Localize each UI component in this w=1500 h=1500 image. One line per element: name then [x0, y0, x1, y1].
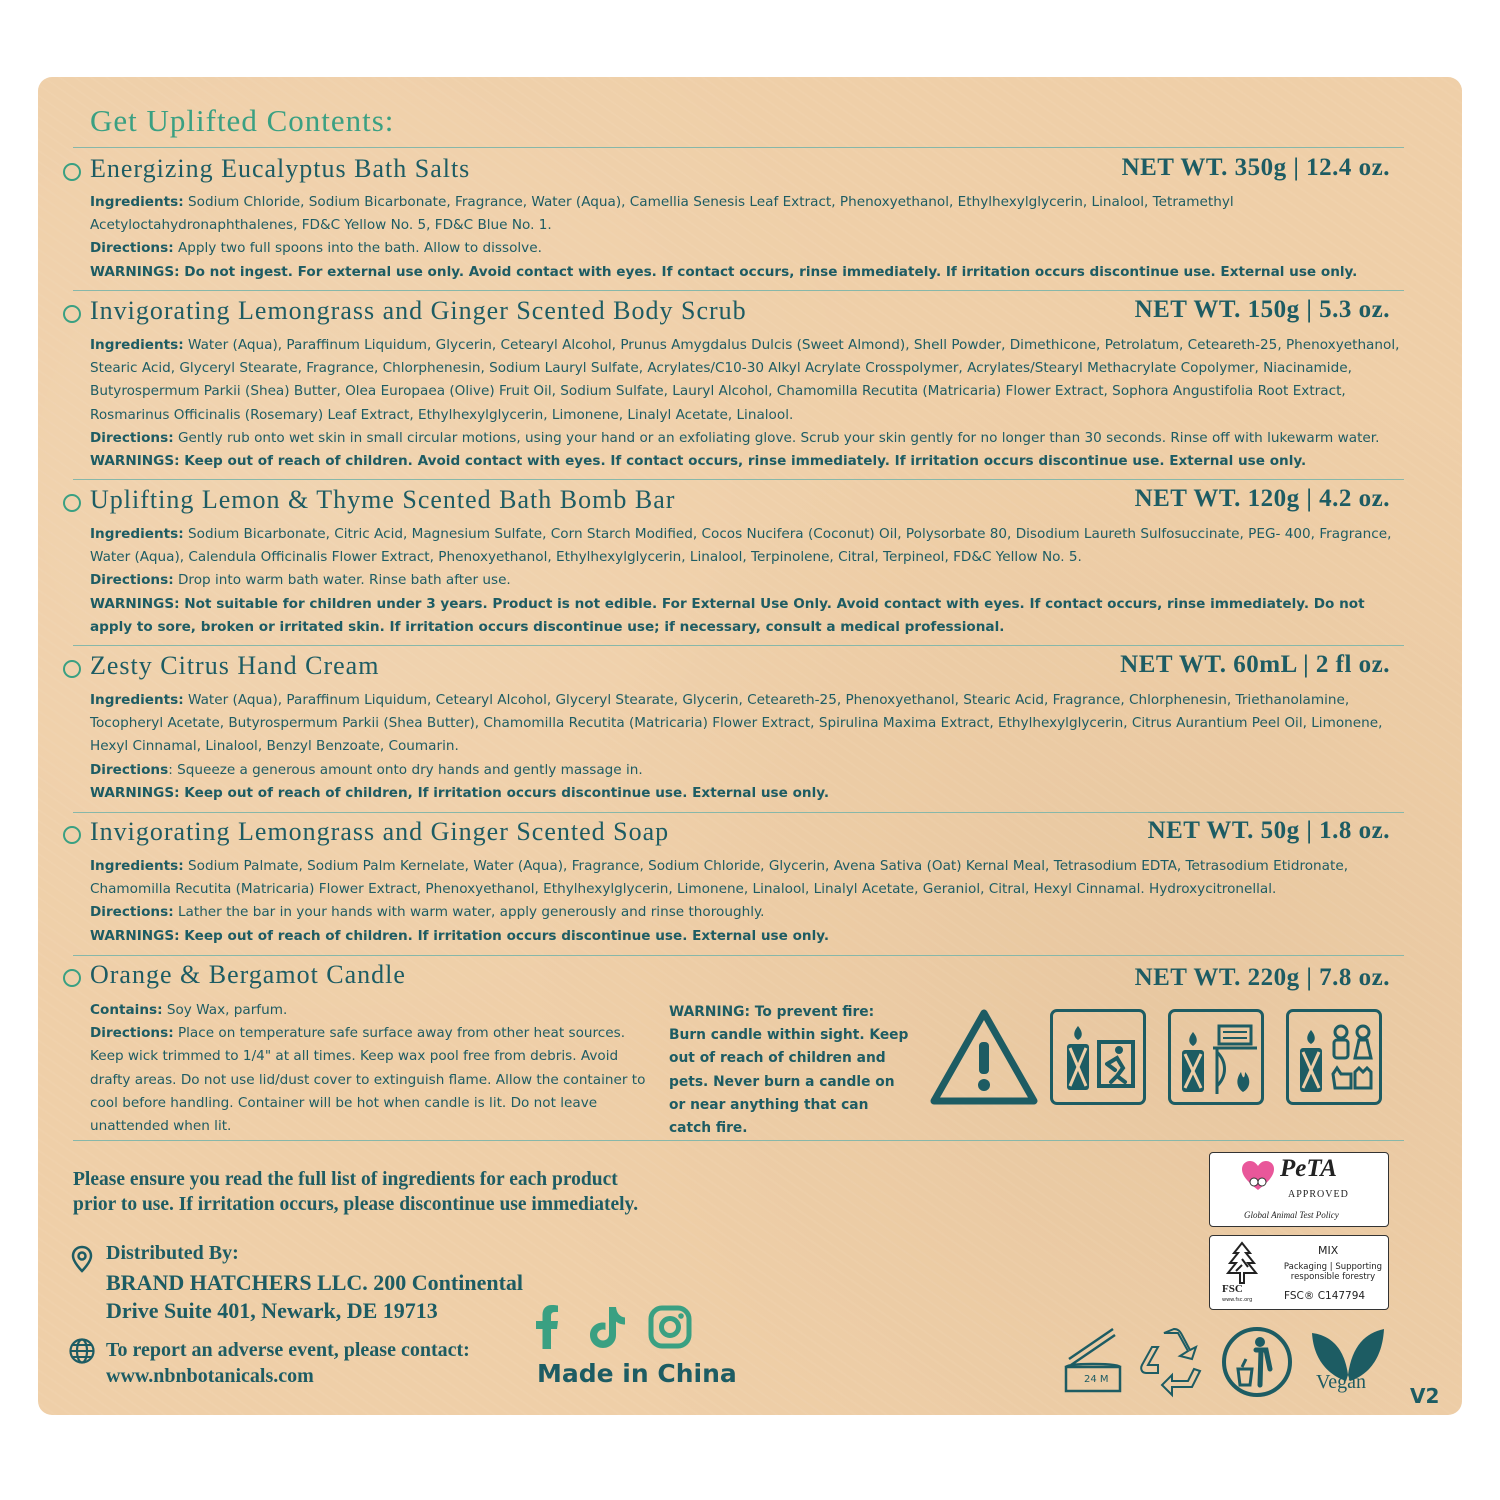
directions-label: Directions: — [90, 1025, 174, 1042]
ingredients-text: Sodium Palmate, Sodium Palm Kernelate, Water (Aqua), Fragrance, Sodium Chloride, Glycerin, Avena Sativa (Oat) Kernal Meal, Tetrasodium EDTA, Tetrasodium Etidronate, Chamomilla Recutita (Matricaria) Flower Extract, Phenoxyethanol, Ethylhexylglycerin, Limonene, Linalool, Linalyl Acetate, Geraniol, Citral, Hexyl Cinnamal. Hydroxycitronellal. — [90, 858, 1349, 898]
warning-text: To prevent fire: Burn candle within sight. Keep out of reach of children and pets. Never burn a candle on or near anything that can catch fire. — [669, 1004, 909, 1137]
product-details — [90, 191, 1410, 284]
product-net-weight: NET WT. 150g | 5.3 oz. — [1134, 296, 1390, 323]
directions-label: Directions — [90, 761, 169, 778]
candle-children-pets-icon — [1286, 1009, 1382, 1105]
product-details — [90, 523, 1410, 639]
bullet-circle-icon — [63, 494, 81, 512]
ingredients-label: Ingredients: — [90, 858, 184, 874]
peta-name: PeTA — [1280, 1155, 1337, 1182]
product-net-weight: NET WT. 50g | 1.8 oz. — [1147, 817, 1390, 844]
fsc-tree-icon — [1222, 1241, 1262, 1285]
product-title: Uplifting Lemon & Thyme Scented Bath Bomb Bar — [90, 485, 676, 514]
note-line-1: Please ensure you read the full list of ingredients for each product — [73, 1169, 618, 1190]
note-line-2: prior to use. If irritation occurs, please discontinue use immediately. — [73, 1194, 639, 1215]
peta-heart-icon — [1240, 1160, 1276, 1192]
divider — [73, 645, 1404, 646]
contents-title: Get Uplifted Contents: — [90, 103, 395, 138]
distributor-line-1: BRAND HATCHERS LLC. 200 Continental — [106, 1270, 524, 1295]
fsc-badge — [1209, 1235, 1389, 1310]
contains-label: Contains: — [90, 1002, 163, 1018]
warnings-text: WARNINGS: Not suitable for children under 3 years. Product is not edible. For External Use Only. Avoid contact with eyes. If contact occurs, rinse immediately. Do not apply to sore, broken or irritated skin. If irritation occurs discontinue use; if necessary, consult a medical professional. — [90, 595, 1365, 635]
warning-triangle-icon — [928, 1007, 1040, 1109]
product-title: Invigorating Lemongrass and Ginger Scented Soap — [90, 817, 670, 846]
fsc-description — [1280, 1262, 1386, 1282]
fsc-text-1: Packaging | Supporting — [1283, 1262, 1383, 1272]
ingredients-label: Ingredients: — [90, 526, 184, 542]
tiktok-icon[interactable] — [587, 1305, 627, 1349]
peta-approved: APPROVED — [1288, 1189, 1349, 1200]
divider — [73, 290, 1404, 291]
product-net-weight: NET WT. 220g | 7.8 oz. — [1134, 964, 1390, 991]
warning-label: WARNING: — [669, 1004, 750, 1020]
report-url-link[interactable]: www.nbnbotanicals.com — [106, 1365, 314, 1387]
ingredients-note — [73, 1167, 638, 1217]
facebook-icon[interactable] — [534, 1305, 560, 1349]
product-details — [90, 334, 1410, 473]
contains-text: Soy Wax, parfum. — [162, 1002, 288, 1018]
product-net-weight: NET WT. 120g | 4.2 oz. — [1134, 485, 1390, 512]
candle-exit-icon — [1050, 1009, 1146, 1105]
ingredients-label: Ingredients: — [90, 692, 184, 708]
bullet-circle-icon — [63, 305, 81, 323]
peta-badge — [1209, 1152, 1389, 1227]
divider — [73, 955, 1404, 956]
bullet-circle-icon — [63, 163, 81, 181]
product-details — [90, 689, 1410, 805]
candle-details — [90, 999, 650, 1138]
pao-label: 24 M — [1084, 1374, 1109, 1385]
directions-label: Directions: — [90, 904, 174, 921]
vegan-label: Vegan — [1316, 1371, 1366, 1393]
candle-fire-hazard-icon — [1168, 1009, 1264, 1105]
directions-text: Drop into warm bath water. Rinse bath after use. — [173, 572, 511, 589]
version-label: V2 — [1410, 1384, 1440, 1408]
distributor-line-2: Drive Suite 401, Newark, DE 19713 — [106, 1298, 438, 1323]
fsc-logo-text: FSC — [1222, 1283, 1243, 1295]
directions-text: Gently rub onto wet skin in small circular motions, using your hand or an exfoliating glove. Scrub your skin gently for no longer than 30 seconds. Rinse off with lukewarm water. — [173, 429, 1380, 446]
directions-text: Apply two full spoons into the bath. Allow to dissolve. — [173, 240, 542, 257]
ingredients-label: Ingredients: — [90, 194, 184, 210]
recycle-icon — [1134, 1325, 1212, 1399]
product-net-weight: NET WT. 350g | 12.4 oz. — [1121, 154, 1390, 181]
warnings-text: WARNINGS: Keep out of reach of children, If irritation occurs discontinue use. External use only. — [90, 784, 830, 801]
fsc-code: FSC® C147794 — [1284, 1290, 1366, 1302]
warnings-text: WARNINGS: Keep out of reach of children. Avoid contact with eyes. If contact occurs, rinse immediately. If irritation occurs discontinue use. External use only. — [90, 453, 1307, 470]
directions-label: Directions: — [90, 429, 174, 446]
distributed-by-label: Distributed By: — [106, 1242, 239, 1264]
instagram-icon[interactable] — [648, 1305, 692, 1349]
product-title: Invigorating Lemongrass and Ginger Scented Body Scrub — [90, 296, 747, 325]
product-title: Zesty Citrus Hand Cream — [90, 651, 380, 680]
candle-warning — [669, 1001, 909, 1140]
peta-policy: Global Animal Test Policy — [1244, 1210, 1339, 1220]
label-panel — [38, 77, 1462, 1415]
bullet-circle-icon — [63, 969, 81, 987]
product-net-weight: NET WT. 60mL | 2 fl oz. — [1120, 651, 1390, 678]
fsc-mix: MIX — [1318, 1244, 1339, 1257]
divider — [73, 812, 1404, 813]
product-details — [90, 855, 1410, 948]
fsc-text-2: responsible forestry — [1290, 1272, 1376, 1282]
ingredients-text: Water (Aqua), Paraffinum Liquidum, Cetearyl Alcohol, Glyceryl Stearate, Glycerin, Ceteareth-25, Phenoxyethanol, Stearic Acid, Fragrance, Chlorphenesin, Triethanolamine, Tocopheryl Acetate, Butyrospermum Parkii (Shea Butter), Chamomilla Recutita (Matricaria) Flower Extract, Spirulina Maxima Extract, Ethylhexylglycerin, Citrus Aurantium Peel Oil, Limonene, Hexyl Cinnamal, Linalool, Benzyl Benzoate, Coumarin. — [90, 692, 1383, 755]
product-title: Orange & Bergamot Candle — [90, 960, 406, 989]
directions-text: Place on temperature safe surface away from other heat sources. Keep wick trimmed to 1/4" at all times. Keep wax pool free from debris. Avoid drafty areas. Do not use lid/dust cover to extinguish flame. Allow the container to cool before handling. Container will be hot when candle is lit. Do not leave unattended when lit. — [90, 1025, 646, 1135]
ingredients-text: Water (Aqua), Paraffinum Liquidum, Glycerin, Cetearyl Alcohol, Prunus Amygdalus Dulcis (Sweet Almond), Shell Powder, Dimethicone, Petrolatum, Ceteareth-25, Phenoxyethanol, Stearic Acid, Glyceryl Stearate, Fragrance, Chlorphenesin, Sodium Lauryl Sulfate, Acrylates/C10-30 Alkyl Acrylate Crosspolymer, Acrylates/Stearyl Methacrylate Copolymer, Niacinamide, Butyrospermum Parkii (Shea) Butter, Olea Europaea (Olive) Fruit Oil, Sodium Sulfate, Lauryl Alcohol, Chamomilla Recutita (Matricaria) Flower Extract, Sophora Angustifolia Root Extract, Rosmarinus Officinalis (Rosemary) Leaf Extract, Ethylhexylglycerin, Limonene, Linalyl Acetate, Linalool. — [90, 337, 1400, 423]
made-in-label: Made in China — [537, 1359, 737, 1388]
globe-icon — [68, 1337, 96, 1365]
ingredients-text: Sodium Chloride, Sodium Bicarbonate, Fragrance, Water (Aqua), Camellia Senesis Leaf Extract, Phenoxyethanol, Ethylhexylglycerin, Linalool, Tetramethyl Acetyloctahydronaphthalenes, FD&C Yellow No. 5, FD&C Blue No. 1. — [90, 194, 1234, 234]
divider — [73, 147, 1404, 148]
location-pin-icon — [71, 1245, 93, 1273]
report-label: To report an adverse event, please contact: — [106, 1339, 470, 1361]
divider — [73, 1140, 1404, 1141]
ingredients-label: Ingredients: — [90, 337, 184, 353]
directions-text: : Squeeze a generous amount onto dry hands and gently massage in. — [168, 761, 643, 778]
directions-label: Directions: — [90, 240, 174, 257]
directions-label: Directions: — [90, 572, 174, 589]
fsc-url: www.fsc.org — [1222, 1297, 1253, 1303]
divider — [73, 479, 1404, 480]
warnings-text: WARNINGS: Do not ingest. For external use only. Avoid contact with eyes. If contact occurs, rinse immediately. If irritation occurs discontinue use. External use only. — [90, 263, 1358, 280]
ingredients-text: Sodium Bicarbonate, Citric Acid, Magnesium Sulfate, Corn Starch Modified, Cocos Nucifera (Coconut) Oil, Polysorbate 80, Disodium Laureth Sulfosuccinate, PEG- 400, Fragrance, Water (Aqua), Calendula Officinalis Flower Extract, Phenoxyethanol, Ethylhexylglycerin, Linalool, Terpinolene, Citral, Terpineol, FD&C Yellow No. 5. — [90, 526, 1392, 566]
bullet-circle-icon — [63, 660, 81, 678]
product-title: Energizing Eucalyptus Bath Salts — [90, 154, 471, 183]
dispose-properly-icon — [1220, 1325, 1294, 1399]
directions-text: Lather the bar in your hands with warm water, apply generously and rinse thoroughly. — [173, 904, 765, 921]
warnings-text: WARNINGS: Keep out of reach of children. If irritation occurs discontinue use. External use only. — [90, 927, 830, 944]
bullet-circle-icon — [63, 826, 81, 844]
